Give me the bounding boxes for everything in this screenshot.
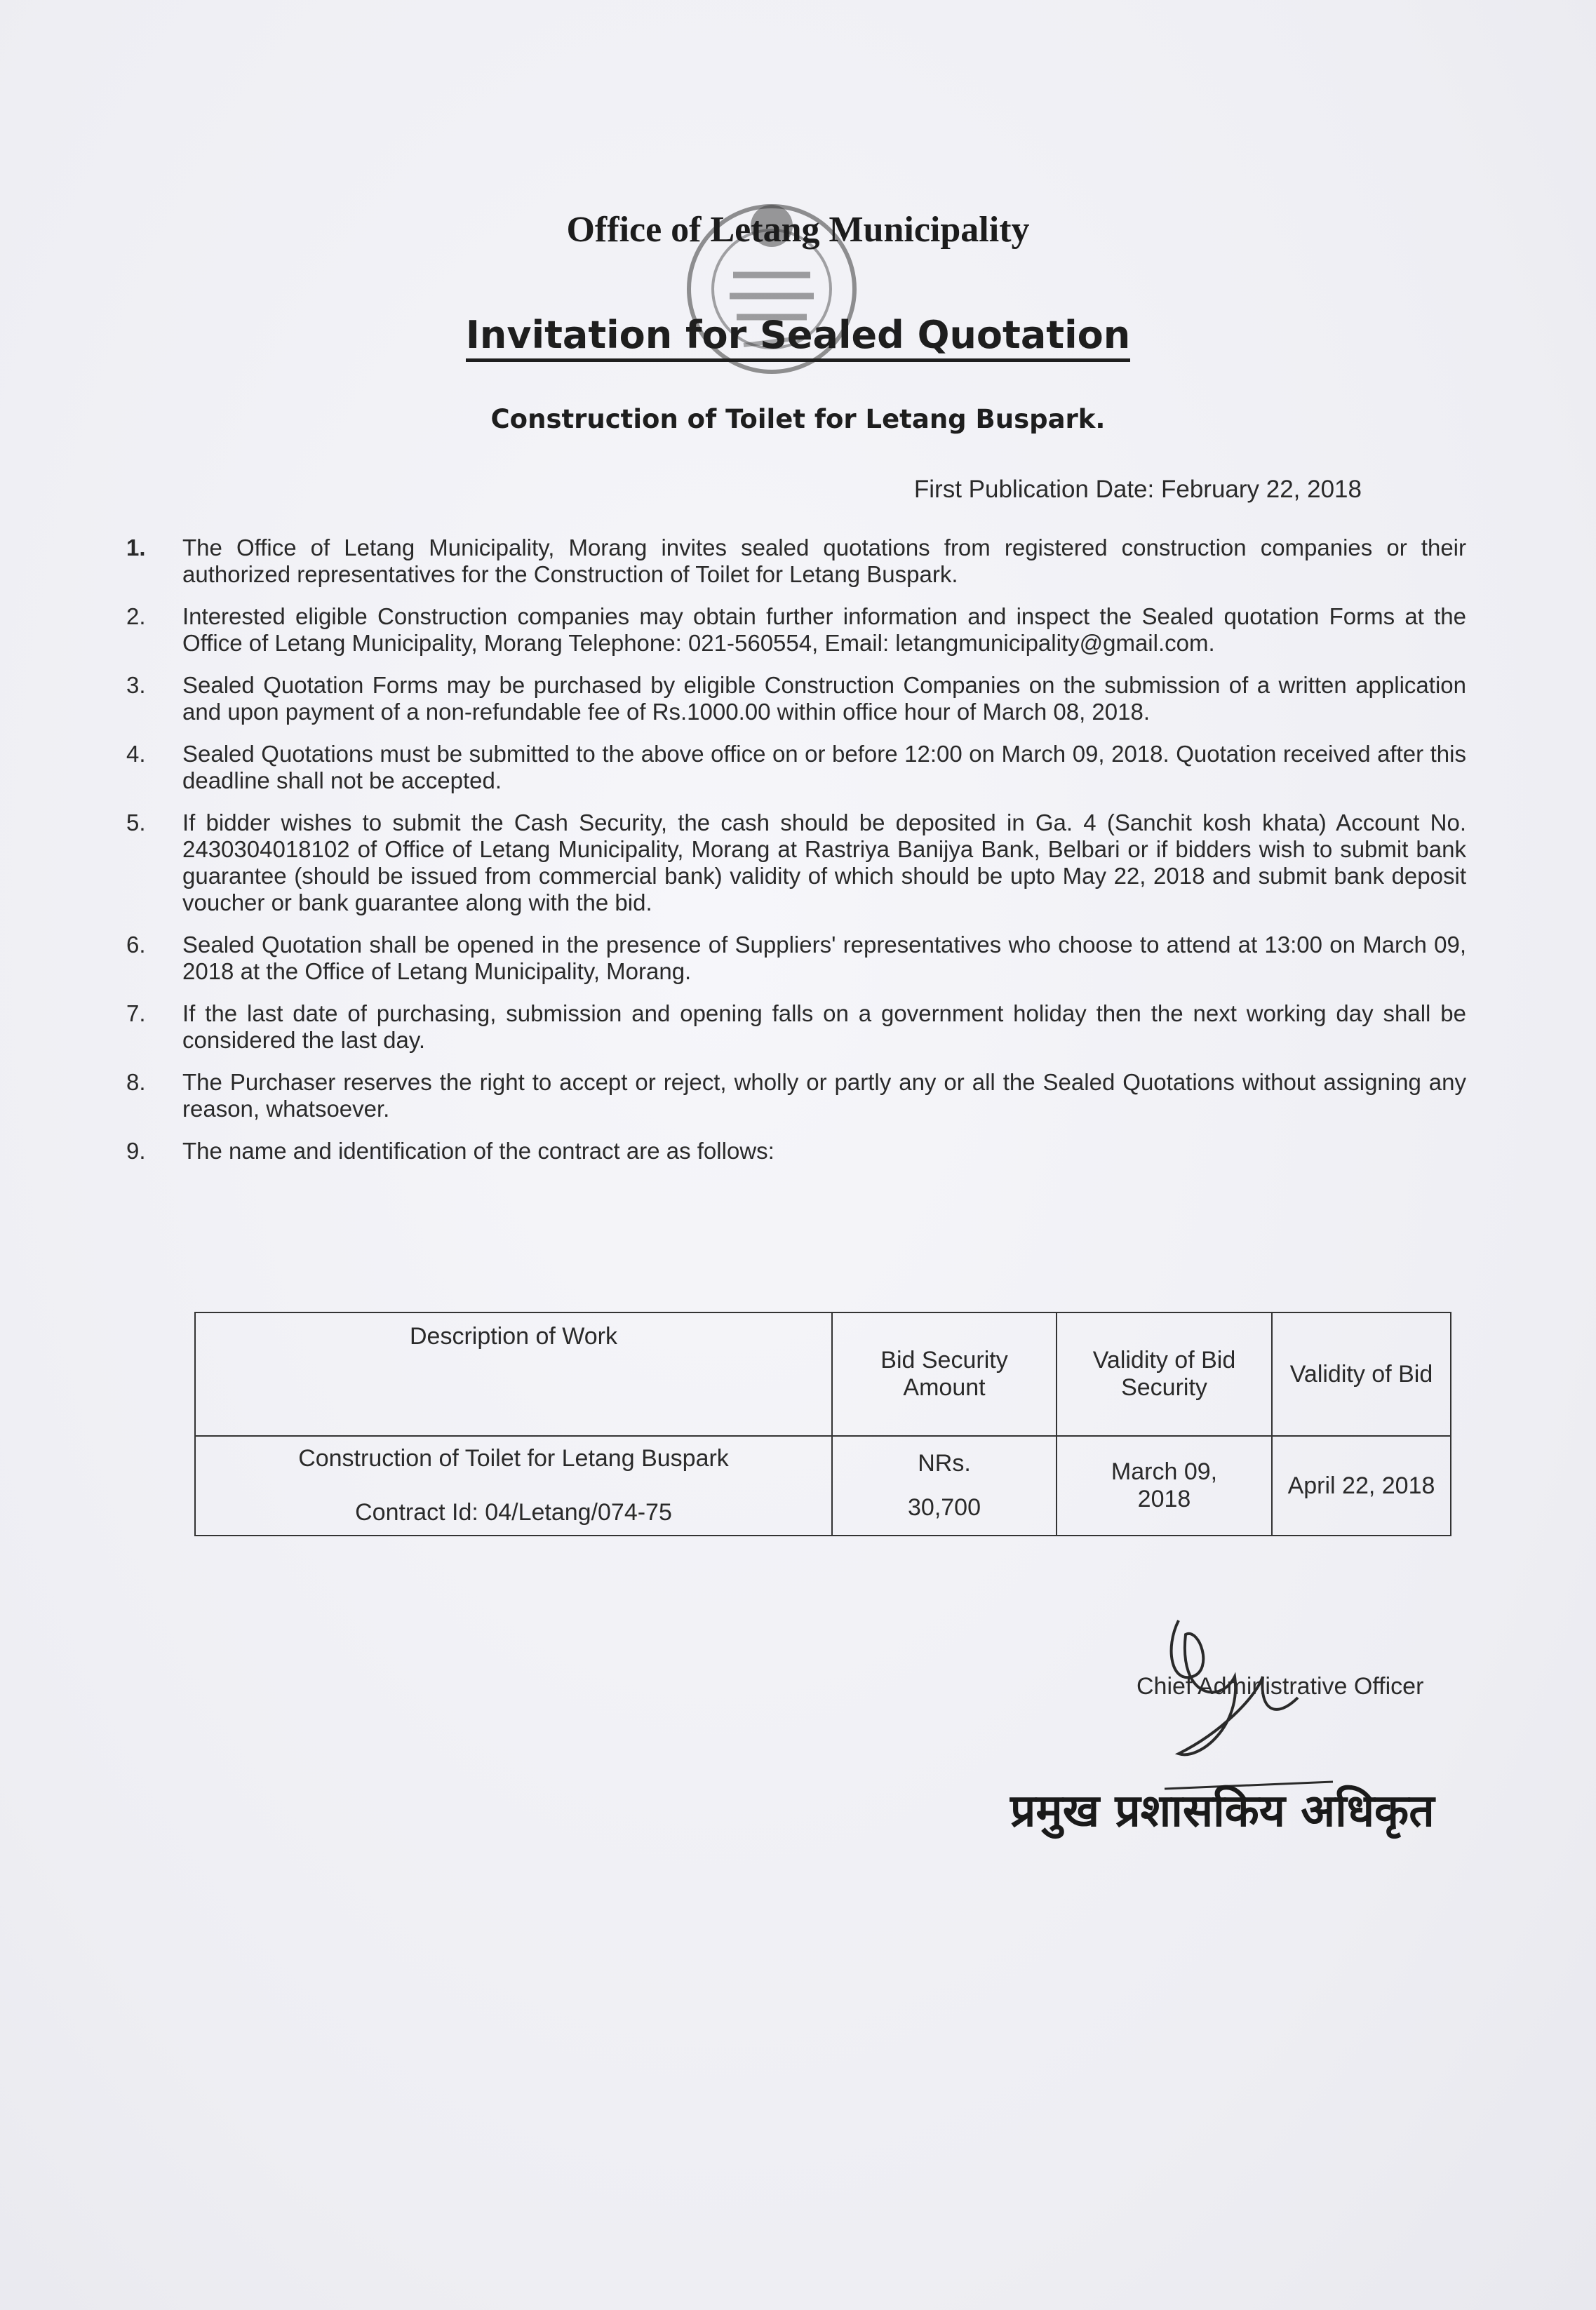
signatory-title-nepali: प्रमुख प्रशासकिय अधिकृत bbox=[1010, 1785, 1435, 1837]
clause-item: 2. Interested eligible Construction companies may obtain further information and inspect the Sealed quotation Forms at the Office of Letang Municipality, Morang Telephone: 021-560554, Email: letangmunicipality@gmail.com. bbox=[126, 603, 1466, 656]
invitation-heading: Invitation for Sealed Quotation bbox=[0, 313, 1596, 357]
cell-description: Construction of Toilet for Letang Buspark Contract Id: 04/Letang/074-75 bbox=[195, 1436, 832, 1536]
table-row bbox=[195, 1436, 1451, 1536]
clause-list bbox=[126, 535, 1466, 1180]
table-header-row bbox=[195, 1312, 1451, 1436]
clause-item: 4. Sealed Quotations must be submitted to the above office on or before 12:00 on March 09, 2018. Quotation received after this deadline shall not be accepted. bbox=[126, 741, 1466, 793]
contract-table bbox=[194, 1312, 1451, 1536]
cell-bid-security: NRs. 30,700 bbox=[832, 1436, 1057, 1536]
clause-item: 5. If bidder wishes to submit the Cash Security, the cash should be deposited in Ga. 4 (Sanchit kosh khata) Account No. 2430304018102 of Office of Letang Municipality, Morang at Rastriya Banijya Bank, Belbari or if bidders wish to submit bank guarantee (should be issued from commercial bank) validity of which should be upto May 22, 2018 and submit bank deposit voucher or bank guarantee along with the bid. bbox=[126, 810, 1466, 915]
clause-item: 8. The Purchaser reserves the right to accept or reject, wholly or partly any or all the Sealed Quotations without assigning any reason, whatsoever. bbox=[126, 1069, 1466, 1122]
header-validity-bid: Validity of Bid bbox=[1272, 1312, 1451, 1436]
clause-item: 9. The name and identification of the contract are as follows: bbox=[126, 1138, 774, 1164]
header-bid-security: Bid Security Amount bbox=[832, 1312, 1057, 1436]
office-title: Office of Letang Municipality bbox=[566, 210, 1030, 250]
clause-item: 6. Sealed Quotation shall be opened in the presence of Suppliers' representatives who choose to attend at 13:00 on March 09, 2018 at the Office of Letang Municipality, Morang. bbox=[126, 932, 1466, 984]
contract-table-wrapper bbox=[194, 1312, 1451, 1536]
clause-item: 3. Sealed Quotation Forms may be purchased by eligible Construction Companies on the submission of a written application and upon payment of a non-refundable fee of Rs.1000.00 within office hour of March 08, 2018. bbox=[126, 672, 1466, 725]
cell-validity-bid: April 22, 2018 bbox=[1272, 1436, 1451, 1536]
cell-validity-security: March 09, 2018 bbox=[1057, 1436, 1272, 1536]
signatory-title: Chief Administrative Officer bbox=[1136, 1673, 1424, 1700]
header-description: Description of Work bbox=[195, 1312, 832, 1436]
clause-item: 1. The Office of Letang Municipality, Morang invites sealed quotations from registered construction companies or their authorized representatives for the Construction of Toilet for Letang Buspark. bbox=[126, 535, 1466, 587]
header-validity-security: Validity of Bid Security bbox=[1057, 1312, 1272, 1436]
clause-item: 7. If the last date of purchasing, submission and opening falls on a government holiday then the next working day shall be considered the last day. bbox=[126, 1000, 1466, 1053]
publication-date: First Publication Date: February 22, 2018 bbox=[913, 476, 1362, 503]
project-subtitle: Construction of Toilet for Letang Buspark. bbox=[490, 404, 1106, 434]
